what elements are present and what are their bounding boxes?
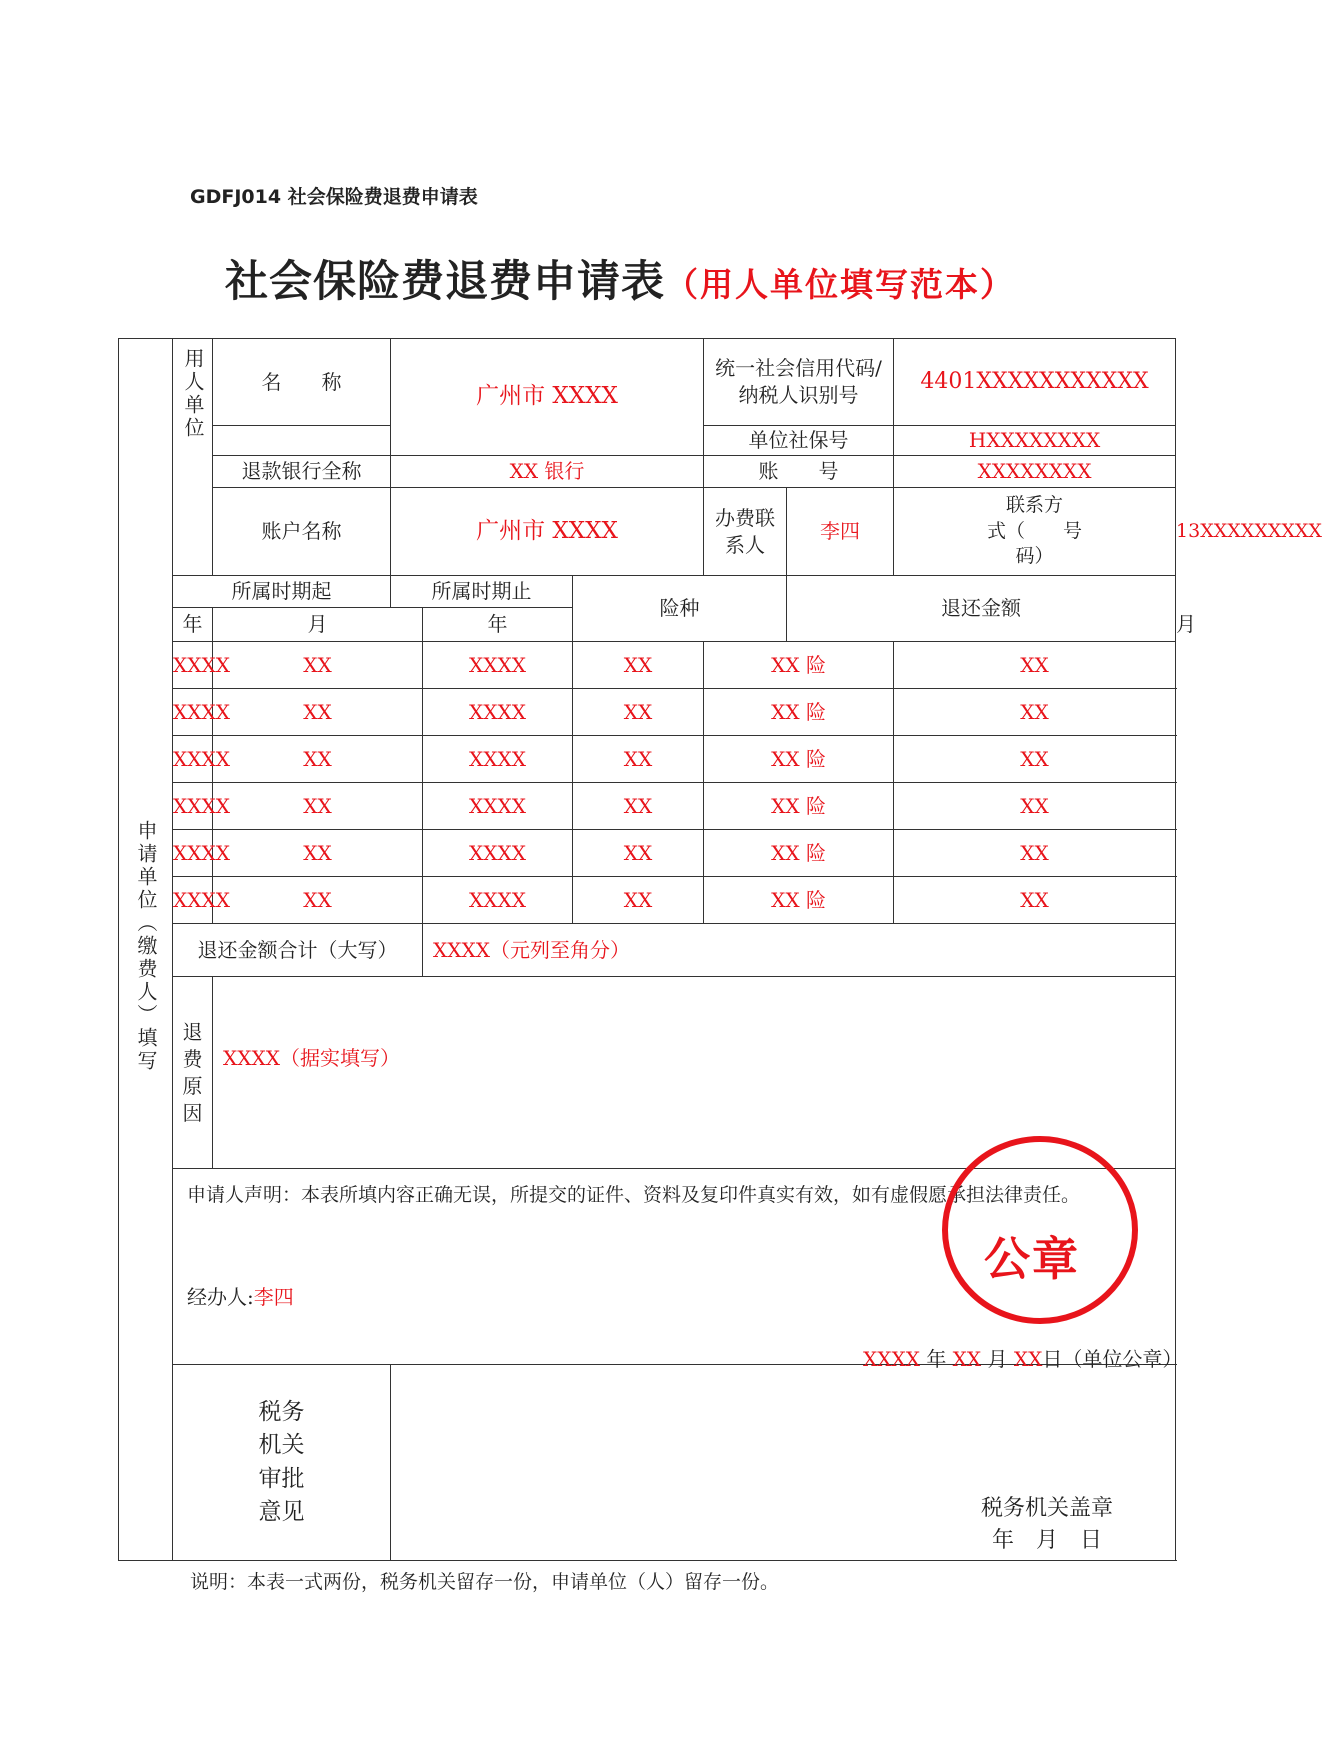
date-month-unit: 月 xyxy=(987,1347,1008,1371)
end-year-cell[interactable]: XXXX xyxy=(423,736,573,783)
handler-value[interactable]: 李四 xyxy=(253,1285,294,1309)
insurance-type-cell[interactable]: XX 险 xyxy=(704,830,894,877)
refund-amount-cell[interactable]: XX xyxy=(894,736,1176,783)
contact-person-label-line2: 系人 xyxy=(725,532,766,557)
tax-authority-date-label: 年 月 日 xyxy=(992,1527,1103,1553)
tax-authority-label: 税务机关审批意见 xyxy=(258,1398,305,1525)
title-subtitle: （用人单位填写范本） xyxy=(665,265,1015,304)
account-no-label: 账 号 xyxy=(704,456,894,488)
date-year-unit: 年 xyxy=(926,1347,947,1371)
refund-amount-cell[interactable]: XX xyxy=(894,783,1176,830)
insurance-type-cell[interactable]: XX 险 xyxy=(704,689,894,736)
end-month-cell[interactable]: XX xyxy=(573,736,704,783)
start-month-cell[interactable]: XX xyxy=(213,736,423,783)
insurance-type-cell[interactable]: XX 险 xyxy=(704,783,894,830)
start-year-cell[interactable]: XXXX xyxy=(173,642,213,689)
end-month-cell[interactable]: XX xyxy=(573,689,704,736)
end-year-label: 年 xyxy=(423,608,573,642)
tax-authority-opinion-cell[interactable] xyxy=(391,1365,1176,1561)
insurance-type-cell[interactable]: XX 险 xyxy=(704,736,894,783)
start-month-label: 月 xyxy=(213,608,423,642)
tax-authority-seal-label: 税务机关盖章 xyxy=(981,1496,1114,1521)
end-year-cell[interactable]: XXXX xyxy=(423,783,573,830)
account-name-value[interactable]: 广州市 XXXX xyxy=(391,488,704,576)
account-name-label: 账户名称 xyxy=(213,488,391,576)
end-month-cell[interactable]: XX xyxy=(573,642,704,689)
table-row xyxy=(119,877,1176,924)
side-label-cell xyxy=(119,339,173,1561)
form-code-title: GDFJ014 社会保险费退费申请表 xyxy=(190,186,478,208)
start-month-cell[interactable]: XX xyxy=(213,642,423,689)
contact-person-label-line1: 办费联 xyxy=(715,505,776,530)
start-month-cell[interactable]: XX xyxy=(213,689,423,736)
start-year-cell[interactable]: XXXX xyxy=(173,783,213,830)
end-month-cell[interactable]: XX xyxy=(573,877,704,924)
start-year-cell[interactable]: XXXX xyxy=(173,830,213,877)
date-month[interactable]: XX xyxy=(952,1347,982,1371)
account-no-value[interactable]: XXXXXXXX xyxy=(894,456,1176,488)
bank-label: 退款银行全称 xyxy=(213,456,391,488)
start-month-cell[interactable]: XX xyxy=(213,783,423,830)
end-month-cell[interactable]: XX xyxy=(573,830,704,877)
contact-person-label xyxy=(704,488,787,576)
start-month-cell[interactable]: XX xyxy=(213,830,423,877)
start-month-cell[interactable]: XX xyxy=(213,877,423,924)
social-security-no-value[interactable]: HXXXXXXXX xyxy=(894,426,1176,456)
tax-authority-sign-block xyxy=(981,1493,1113,1557)
end-year-cell[interactable]: XXXX xyxy=(423,830,573,877)
handler-label: 经办人: xyxy=(187,1285,254,1309)
insurance-type-cell[interactable]: XX 险 xyxy=(704,877,894,924)
table-row xyxy=(119,689,1176,736)
employer-group-filler xyxy=(173,456,213,488)
footnote: 说明：本表一式两份，税务机关留存一份，申请单位（人）留存一份。 xyxy=(190,1571,780,1593)
tax-authority-label-cell xyxy=(173,1365,391,1561)
name-label-filler xyxy=(213,426,391,456)
handler-line xyxy=(187,1284,294,1311)
bank-value[interactable]: XX 银行 xyxy=(391,456,704,488)
date-year[interactable]: XXXX xyxy=(863,1347,920,1371)
refund-amount-cell[interactable]: XX xyxy=(894,642,1176,689)
credit-code-label-line1: 统一社会信用代码/ xyxy=(715,356,882,380)
insurance-type-label: 险种 xyxy=(573,576,787,642)
total-value[interactable]: XXXX（元列至角分） xyxy=(423,924,1176,977)
start-year-label: 年 xyxy=(173,608,213,642)
refund-amount-label: 退还金额 xyxy=(787,576,1176,642)
insurance-type-cell[interactable]: XX 险 xyxy=(704,642,894,689)
page-title xyxy=(225,248,1015,309)
employer-group-filler-bottom xyxy=(173,488,213,576)
reason-label-line1: 退费 xyxy=(182,1019,203,1071)
period-start-label: 所属时期起 xyxy=(173,576,391,608)
refund-amount-cell[interactable]: XX xyxy=(894,877,1176,924)
declaration-text: 申请人声明：本表所填内容正确无误，所提交的证件、资料及复印件真实有效，如有虚假愿承担法律责任。 xyxy=(187,1184,1081,1206)
social-security-no-label: 单位社保号 xyxy=(704,426,894,456)
table-row xyxy=(119,736,1176,783)
table-row xyxy=(119,830,1176,877)
reason-label-line2: 原因 xyxy=(182,1073,203,1125)
credit-code-label-line2: 纳税人识别号 xyxy=(738,383,859,407)
end-year-cell[interactable]: XXXX xyxy=(423,877,573,924)
refund-amount-cell[interactable]: XX xyxy=(894,830,1176,877)
total-label: 退还金额合计（大写） xyxy=(173,924,423,977)
end-month-cell[interactable]: XX xyxy=(573,783,704,830)
end-year-cell[interactable]: XXXX xyxy=(423,642,573,689)
contact-phone-label xyxy=(894,488,1176,576)
contact-person-value[interactable]: 李四 xyxy=(787,488,894,576)
table-row xyxy=(119,783,1176,830)
reason-value[interactable]: XXXX（据实填写） xyxy=(213,977,1176,1169)
refund-application-table: 申请单位（缴费人）填写 用人单位 名 称 广州市 XXXX 统一社会信用代码/ 纳税人识别号 4401XXXXXXXXXXX 单位社保号 HXXXXXXXX 退款银行全称 XX 银行 账 号 XXXXXXXX 账户名称 广州市 XXXX 办费联 系人 李四 联系方 式（ 号 码） 13XXXXXXXXX 所属时期起 所属时期止 险种 退还金额 年 月 年 月 XXXX XX XXXX XX XX 险 XX XXXX XX XXXX XX XX 险 XX XXXX XX XXXX XX XX 险 XX XXXX XX XXXX XX XX 险 XX XXXX XX XXXX XX XX 险 XX XXXX XX XXXX XX XX 险 XX 退还金额合计（大写） XXXX（元列至角分） 退费 原因 XXXX（据实填写） 申请人声明：本表所填内容正确无误，所提交的证件、资料及复印件真实有效，如有虚假愿承担法律责任。 经办人:李四 XXXX 年 XX 月 XX日（单位公章） 税务机关审批意见 税务机关盖章 年 月 日 xyxy=(118,338,1176,1561)
name-label: 名 称 xyxy=(213,339,391,426)
seal-text: 公章 xyxy=(984,1232,1080,1286)
employer-group-label: 用人单位 xyxy=(181,347,205,440)
table-row xyxy=(119,642,1176,689)
contact-phone-label-line2: 式（ 号 xyxy=(987,519,1083,542)
side-label: 申请单位（缴费人）填写 xyxy=(134,819,158,1073)
title-main: 社会保险费退费申请表 xyxy=(225,257,665,307)
start-year-cell[interactable]: XXXX xyxy=(173,736,213,783)
date-day-unit: 日（单位公章） xyxy=(1042,1347,1183,1371)
employer-group-label-cell xyxy=(173,339,213,456)
reason-label xyxy=(173,977,213,1169)
name-value[interactable]: 广州市 XXXX xyxy=(391,339,704,456)
contact-phone-label-line1: 联系方 xyxy=(1006,494,1064,517)
end-year-cell[interactable]: XXXX xyxy=(423,689,573,736)
refund-amount-cell[interactable]: XX xyxy=(894,689,1176,736)
start-year-cell[interactable]: XXXX xyxy=(173,877,213,924)
credit-code-label xyxy=(704,339,894,426)
credit-code-value[interactable]: 4401XXXXXXXXXXX xyxy=(894,339,1176,426)
period-end-label: 所属时期止 xyxy=(391,576,573,608)
date-day[interactable]: XX xyxy=(1013,1347,1043,1371)
start-year-cell[interactable]: XXXX xyxy=(173,689,213,736)
contact-phone-label-line3: 码） xyxy=(1015,545,1054,568)
